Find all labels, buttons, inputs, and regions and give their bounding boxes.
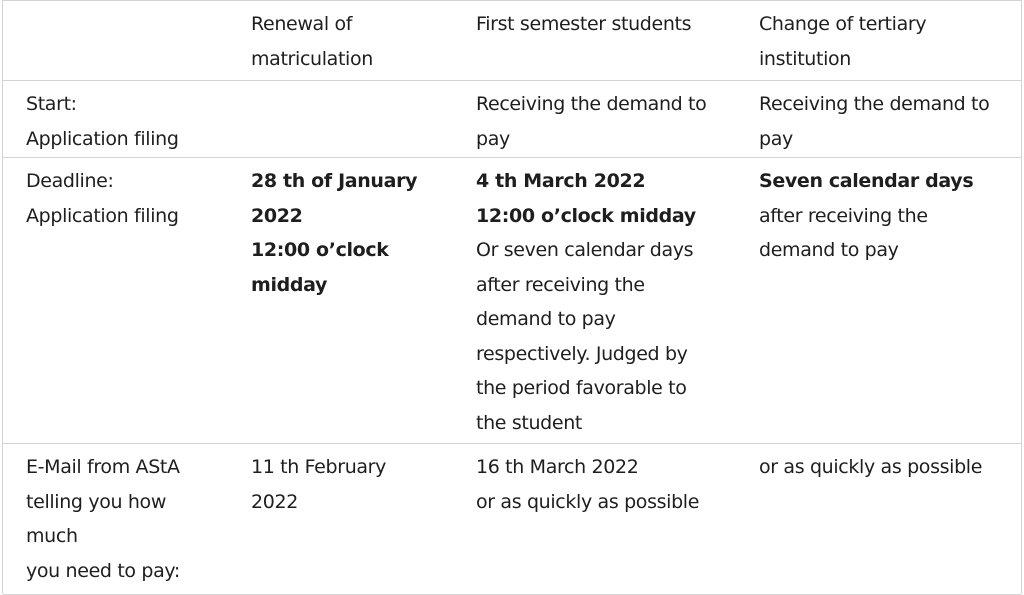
deadline-change-line-2: after receiving the <box>759 204 928 227</box>
deadline-label-cell <box>26 164 241 233</box>
email-label-line-2: telling you how <box>26 490 167 513</box>
start-label-line-1: Start: <box>26 93 77 115</box>
deadline-renewal-line-4: midday <box>251 273 328 296</box>
email-label-line-1: E-Mail from AStA <box>26 456 180 478</box>
deadline-change-bold-1: Seven calendar days <box>759 170 974 192</box>
deadline-change-cell <box>759 164 1021 268</box>
header-cell-renewal <box>251 7 466 76</box>
email-label-line-4: you need to pay: <box>26 559 180 582</box>
email-renewal-line-2: 2022 <box>251 490 298 513</box>
table-row-start <box>3 81 1021 158</box>
deadline-renewal-line-3: 12:00 o’clock <box>251 239 389 261</box>
header-cell-change-institution <box>759 7 1021 76</box>
deadline-renewal-line-2: 2022 <box>251 204 303 227</box>
deadline-first-semester-bold-1: 4 th March 2022 <box>476 170 646 192</box>
deadline-first-semester-line-8: the student <box>476 411 583 434</box>
enrollment-deadlines-table <box>2 0 1022 594</box>
start-label-line-2: Application filing <box>26 127 179 150</box>
header-first-semester-line-1: First semester students <box>476 13 692 35</box>
deadline-label-line-1: Deadline: <box>26 170 114 192</box>
start-first-semester-cell <box>476 87 748 156</box>
email-renewal-cell <box>251 450 466 519</box>
table-header-row <box>3 1 1021 81</box>
start-change-line-2: pay <box>759 127 793 150</box>
deadline-first-semester-cell <box>476 164 748 440</box>
email-change-cell <box>759 450 1021 485</box>
deadline-first-semester-line-5: demand to pay <box>476 308 616 330</box>
email-label-line-3: much <box>26 525 78 547</box>
start-change-line-1: Receiving the demand to <box>759 93 990 115</box>
header-change-line-2: institution <box>759 47 851 70</box>
header-change-line-1: Change of tertiary <box>759 13 927 35</box>
email-first-semester-line-2: or as quickly as possible <box>476 490 700 513</box>
start-label-cell <box>26 87 241 156</box>
deadline-first-semester-line-4: after receiving the <box>476 273 645 296</box>
start-change-cell <box>759 87 1021 156</box>
deadline-first-semester-line-3: Or seven calendar days <box>476 239 694 261</box>
header-cell-first-semester <box>476 7 748 42</box>
start-first-semester-line-2: pay <box>476 127 510 150</box>
email-first-semester-line-1: 16 th March 2022 <box>476 456 639 478</box>
deadline-renewal-line-1: 28 th of January <box>251 170 418 192</box>
deadline-label-line-2: Application filing <box>26 204 179 227</box>
table-row-deadline <box>3 158 1021 444</box>
email-change-line-1: or as quickly as possible <box>759 456 983 478</box>
deadline-first-semester-bold-2: 12:00 o’clock midday <box>476 204 696 227</box>
email-first-semester-cell <box>476 450 748 519</box>
header-renewal-line-2: matriculation <box>251 47 373 70</box>
deadline-first-semester-line-7: the period favorable to <box>476 377 687 399</box>
start-first-semester-line-1: Receiving the demand to <box>476 93 707 115</box>
email-label-cell <box>26 450 241 588</box>
header-renewal-line-1: Renewal of <box>251 13 353 35</box>
deadline-first-semester-line-6: respectively. Judged by <box>476 342 688 365</box>
email-renewal-line-1: 11 th February <box>251 456 387 478</box>
deadline-change-line-3: demand to pay <box>759 239 899 261</box>
deadline-renewal-cell <box>251 164 466 302</box>
table-row-email <box>3 444 1021 595</box>
